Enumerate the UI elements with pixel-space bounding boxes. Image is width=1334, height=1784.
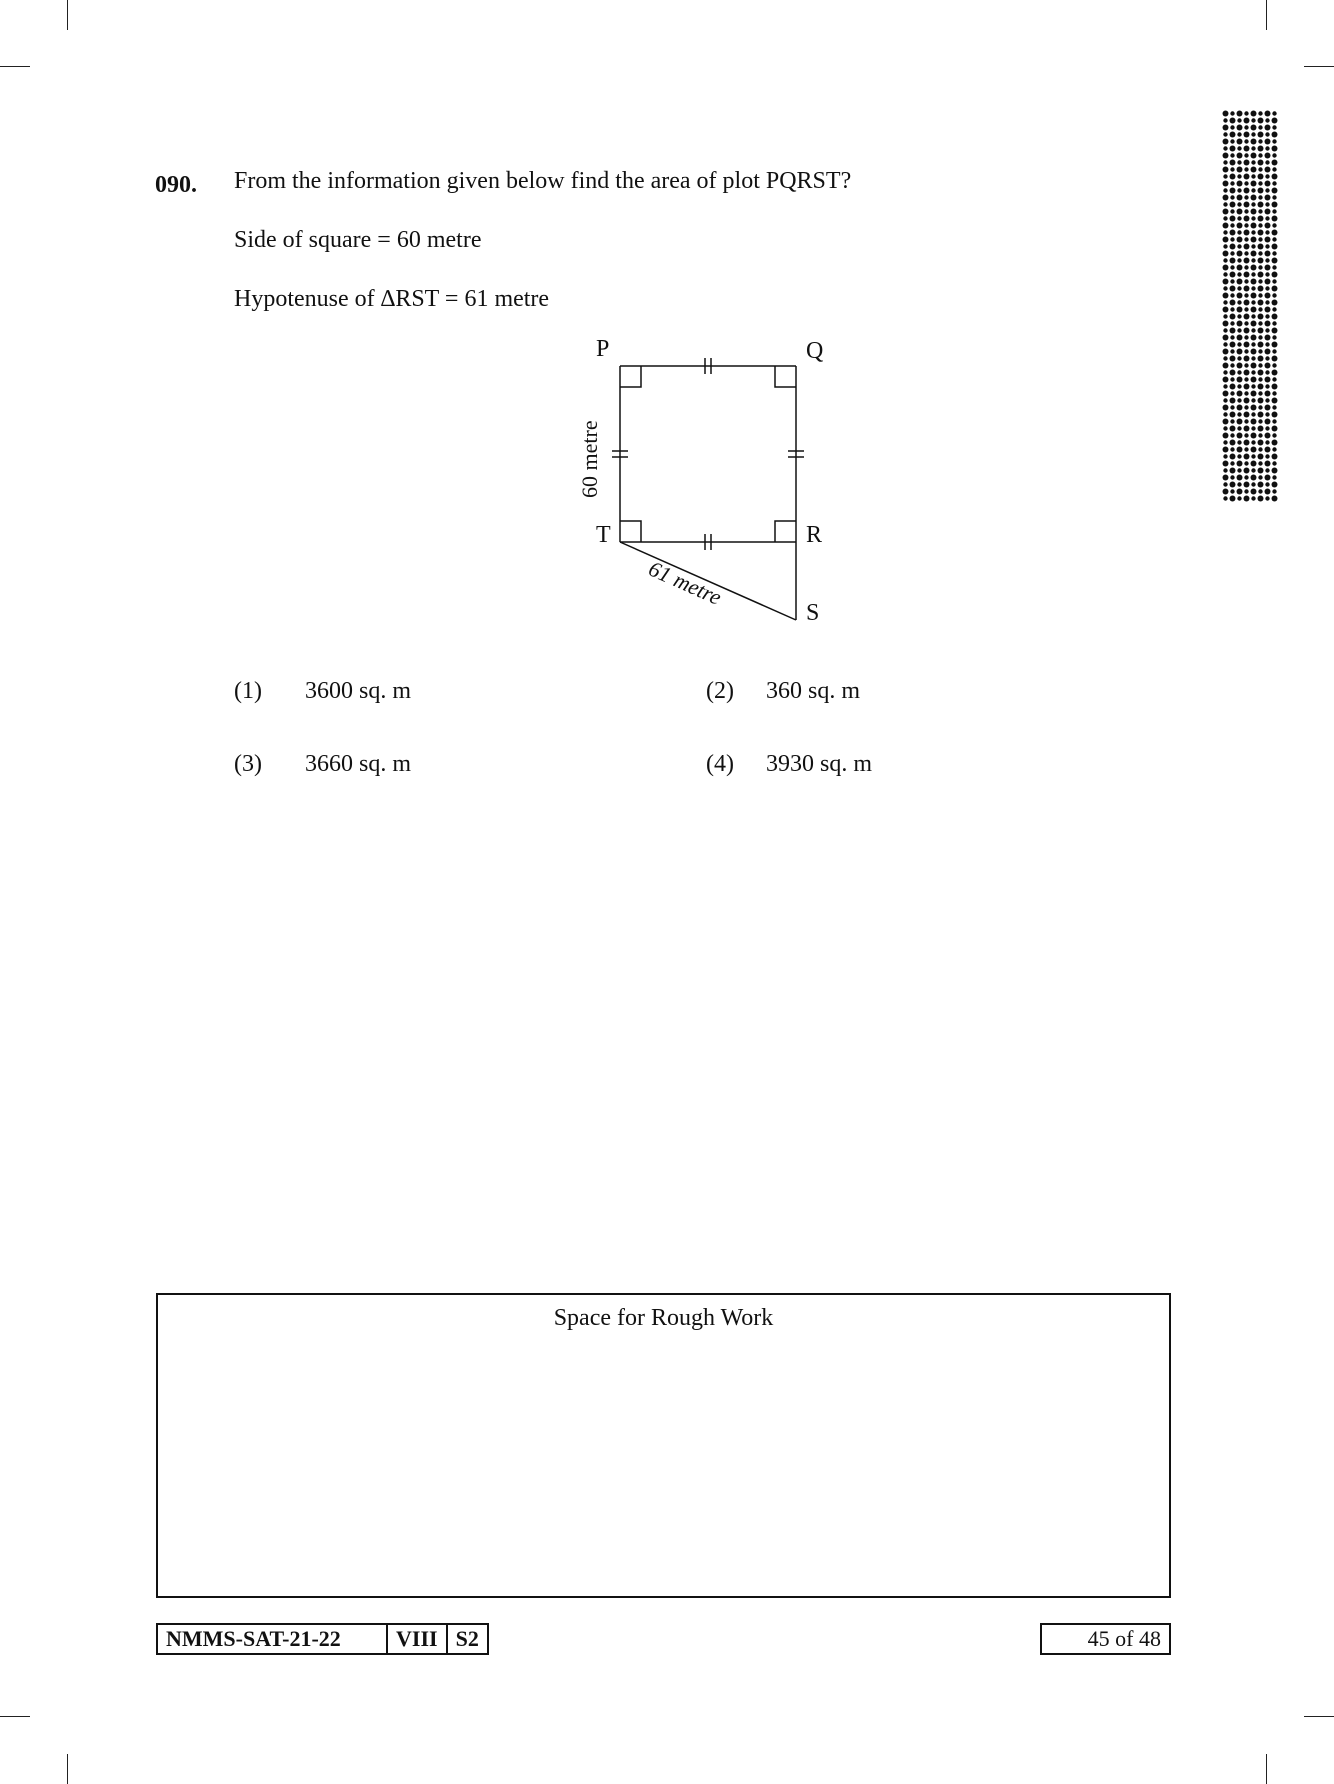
option-1-value[interactable]: 3600 sq. m bbox=[305, 678, 412, 704]
decorative-pattern bbox=[1222, 110, 1278, 502]
question-text: From the information given below find the area of plot PQRST? bbox=[234, 168, 852, 194]
option-3-number: (3) bbox=[234, 751, 262, 777]
page-number: 45 of 48 bbox=[1040, 1623, 1171, 1655]
class-code: VIII bbox=[386, 1625, 446, 1653]
given-side: Side of square = 60 metre bbox=[234, 227, 482, 253]
right-angle-p bbox=[620, 366, 641, 387]
rough-work-title: Space for Rough Work bbox=[553, 1305, 774, 1331]
crop-mark bbox=[1266, 0, 1267, 30]
crop-mark bbox=[67, 1754, 68, 1784]
rough-work-box bbox=[156, 1293, 1171, 1598]
right-angle-q bbox=[775, 366, 796, 387]
crop-mark bbox=[1266, 1754, 1267, 1784]
given-hypotenuse: Hypotenuse of ∆RST = 61 metre bbox=[234, 286, 550, 312]
paper-code-box bbox=[156, 1623, 489, 1655]
set-code: S2 bbox=[446, 1625, 487, 1653]
option-3-value[interactable]: 3660 sq. m bbox=[305, 751, 412, 777]
crop-mark bbox=[1304, 1716, 1334, 1717]
label-s: S bbox=[806, 600, 820, 626]
label-t: T bbox=[596, 522, 611, 548]
right-angle-r bbox=[775, 521, 796, 542]
right-angle-t bbox=[620, 521, 641, 542]
label-r: R bbox=[806, 522, 823, 548]
option-2-value[interactable]: 360 sq. m bbox=[766, 678, 861, 704]
label-p: P bbox=[596, 336, 610, 362]
question-number: 090. bbox=[155, 172, 197, 198]
pqrst-diagram bbox=[560, 330, 850, 630]
option-1-number: (1) bbox=[234, 678, 262, 704]
option-4-number: (4) bbox=[706, 751, 734, 777]
crop-mark bbox=[0, 1716, 30, 1717]
crop-mark bbox=[67, 0, 68, 30]
hypotenuse-length-label: 61 metre bbox=[644, 555, 726, 610]
crop-mark bbox=[0, 66, 30, 67]
paper-code: NMMS-SAT-21-22 bbox=[166, 1626, 341, 1651]
crop-mark bbox=[1304, 66, 1334, 67]
option-4-value[interactable]: 3930 sq. m bbox=[766, 751, 873, 777]
label-q: Q bbox=[806, 338, 824, 364]
side-length-label: 60 metre bbox=[577, 420, 602, 498]
option-2-number: (2) bbox=[706, 678, 734, 704]
